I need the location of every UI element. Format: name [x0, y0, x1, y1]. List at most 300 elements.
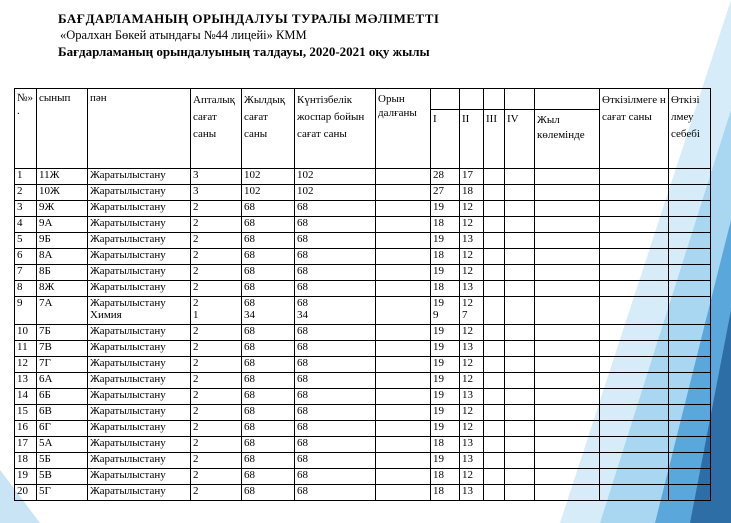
table-row: [15, 373, 711, 389]
cell-no: [15, 437, 37, 453]
cell-no-value: 8: [17, 281, 23, 293]
cell-yearly-value: 68: [244, 233, 255, 245]
header-blank-q2: [460, 89, 484, 110]
cell-class-value: 9А: [39, 217, 53, 229]
cell-weekly-value: 2: [193, 469, 199, 481]
cell-q3: [484, 405, 505, 421]
table-row: [15, 485, 711, 501]
cell-no-value: 6: [17, 249, 23, 261]
cell-class: [37, 421, 88, 437]
cell-q3: [484, 265, 505, 281]
cell-no: [15, 357, 37, 373]
cell-class-value: 7А: [39, 297, 53, 309]
cell-class: [37, 249, 88, 265]
cell-q3: [484, 325, 505, 341]
cell-q1: [431, 405, 460, 421]
cell-q1-value: 19: [433, 389, 444, 401]
cell-yearly-value: 68: [244, 357, 255, 369]
cell-q4: [505, 421, 535, 437]
cell-class-value: 11Ж: [39, 169, 60, 181]
table-row: [15, 249, 711, 265]
cell-q2-value: 12: [462, 297, 473, 309]
cell-no-value: 1: [17, 169, 23, 181]
cell-weekly-value: 2: [193, 389, 199, 401]
cell-q2-value: 12: [462, 421, 473, 433]
cell-q1-value: 28: [433, 169, 444, 181]
cell-plan: [295, 217, 376, 233]
cell-volume: [535, 437, 600, 453]
cell-q3: [484, 389, 505, 405]
cell-plan-value: 68: [297, 265, 308, 277]
cell-q2: [460, 233, 484, 249]
table-row: [15, 281, 711, 297]
cell-subject-value: Жаратылыстану: [90, 373, 166, 385]
cell-plan-value: 68: [297, 437, 308, 449]
cell-yearly: [242, 249, 295, 265]
cell-q1-value: 19: [433, 341, 444, 353]
cell-q2-value: 12: [462, 325, 473, 337]
cell-no: [15, 233, 37, 249]
cell-yearly: [242, 469, 295, 485]
cell-yearly: [242, 357, 295, 373]
cell-q4: [505, 341, 535, 357]
cell-weekly-value: 2: [193, 421, 199, 433]
cell-missed-reason: [669, 389, 711, 405]
cell-q2: [460, 453, 484, 469]
cell-q2: [460, 169, 484, 185]
table-row: [15, 201, 711, 217]
cell-q3: [484, 469, 505, 485]
cell-q1-value: 27: [433, 185, 444, 197]
cell-q1: [431, 357, 460, 373]
cell-subject: [88, 357, 191, 373]
cell-yearly-secondary-value: 34: [244, 309, 255, 321]
cell-subject-secondary-value: Химия: [90, 309, 122, 321]
cell-class: [37, 357, 88, 373]
cell-q1: [431, 389, 460, 405]
header-q3: III: [484, 110, 505, 169]
cell-yearly-value: 68: [244, 249, 255, 261]
cell-no-value: 15: [17, 405, 28, 417]
cell-q3: [484, 421, 505, 437]
cell-q1: [431, 201, 460, 217]
cell-missed-hours: [600, 201, 669, 217]
cell-q1-value: 18: [433, 217, 444, 229]
table-row: [15, 405, 711, 421]
cell-subject-value: Жаратылыстану: [90, 201, 166, 213]
cell-yearly-value: 68: [244, 437, 255, 449]
cell-volume: [535, 217, 600, 233]
cell-class-value: 7Г: [39, 357, 51, 369]
cell-q2: [460, 341, 484, 357]
cell-plan: [295, 405, 376, 421]
cell-no: [15, 373, 37, 389]
cell-yearly: [242, 281, 295, 297]
cell-q3: [484, 233, 505, 249]
cell-done: [376, 185, 431, 201]
cell-no-value: 12: [17, 357, 28, 369]
cell-missed-hours: [600, 437, 669, 453]
header-q4: IV: [505, 110, 535, 169]
cell-no: [15, 249, 37, 265]
cell-q1-value: 18: [433, 485, 444, 497]
cell-q2: [460, 325, 484, 341]
cell-subject: [88, 421, 191, 437]
header-missed-reason: Өткізі лмеу себебі: [669, 89, 711, 169]
cell-class: [37, 169, 88, 185]
cell-plan: [295, 325, 376, 341]
table-row: [15, 389, 711, 405]
cell-q1: [431, 485, 460, 501]
cell-yearly: [242, 485, 295, 501]
header-q1: I: [431, 110, 460, 169]
cell-subject-value: Жаратылыстану: [90, 297, 166, 309]
cell-weekly-value: 2: [193, 341, 199, 353]
cell-q1-value: 19: [433, 453, 444, 465]
cell-q1: [431, 453, 460, 469]
cell-q1-value: 19: [433, 325, 444, 337]
cell-weekly: [191, 357, 242, 373]
cell-missed-reason: [669, 281, 711, 297]
cell-weekly: [191, 233, 242, 249]
cell-missed-hours: [600, 421, 669, 437]
cell-yearly-value: 68: [244, 281, 255, 293]
cell-q4: [505, 357, 535, 373]
cell-volume: [535, 357, 600, 373]
cell-plan: [295, 357, 376, 373]
cell-q3: [484, 217, 505, 233]
cell-weekly-value: 2: [193, 373, 199, 385]
cell-plan-value: 68: [297, 485, 308, 497]
cell-weekly: [191, 389, 242, 405]
cell-plan: [295, 341, 376, 357]
cell-weekly: [191, 485, 242, 501]
cell-no-value: 2: [17, 185, 23, 197]
cell-q1-value: 19: [433, 265, 444, 277]
cell-weekly-value: 2: [193, 297, 199, 309]
cell-q3: [484, 341, 505, 357]
cell-subject: [88, 185, 191, 201]
cell-q4: [505, 265, 535, 281]
cell-q2-value: 13: [462, 233, 473, 245]
cell-yearly: [242, 217, 295, 233]
cell-missed-hours: [600, 357, 669, 373]
cell-q1: [431, 265, 460, 281]
cell-class-value: 5Б: [39, 453, 51, 465]
cell-yearly: [242, 169, 295, 185]
cell-plan-value: 68: [297, 373, 308, 385]
cell-weekly-value: 2: [193, 217, 199, 229]
cell-plan-value: 68: [297, 233, 308, 245]
cell-volume: [535, 421, 600, 437]
cell-missed-hours: [600, 185, 669, 201]
cell-plan-value: 68: [297, 325, 308, 337]
cell-q4: [505, 469, 535, 485]
cell-weekly-value: 2: [193, 249, 199, 261]
cell-weekly-value: 2: [193, 405, 199, 417]
cell-missed-reason: [669, 373, 711, 389]
cell-q2: [460, 357, 484, 373]
cell-done: [376, 281, 431, 297]
cell-no-value: 17: [17, 437, 28, 449]
cell-class-value: 8Б: [39, 265, 51, 277]
header-plan: Күнтізбелік жоспар бойын сағат саны: [295, 89, 376, 169]
cell-q2: [460, 201, 484, 217]
cell-class: [37, 297, 88, 325]
cell-weekly: [191, 217, 242, 233]
cell-missed-hours: [600, 217, 669, 233]
cell-plan: [295, 249, 376, 265]
cell-missed-reason: [669, 453, 711, 469]
cell-plan-secondary-value: 34: [297, 309, 308, 321]
cell-volume: [535, 281, 600, 297]
cell-no-value: 14: [17, 389, 28, 401]
cell-subject-value: Жаратылыстану: [90, 325, 166, 337]
cell-plan: [295, 469, 376, 485]
cell-q1-value: 18: [433, 437, 444, 449]
cell-missed-hours: [600, 373, 669, 389]
cell-q3: [484, 373, 505, 389]
cell-volume: [535, 469, 600, 485]
cell-subject-value: Жаратылыстану: [90, 405, 166, 417]
cell-subject: [88, 281, 191, 297]
cell-missed-hours: [600, 233, 669, 249]
table-row: [15, 265, 711, 281]
header-missed-hours: Өткізілмеге н сағат саны: [600, 89, 669, 169]
cell-class: [37, 281, 88, 297]
cell-yearly: [242, 185, 295, 201]
cell-plan-value: 68: [297, 281, 308, 293]
cell-yearly-value: 102: [244, 185, 261, 197]
document-header: [58, 10, 439, 60]
cell-q1: [431, 341, 460, 357]
cell-class: [37, 437, 88, 453]
cell-volume: [535, 265, 600, 281]
cell-q2-value: 12: [462, 357, 473, 369]
school-name: «Оралхан Бөкей атындағы №44 лицейі» КММ: [60, 28, 307, 42]
cell-q1-value: 19: [433, 201, 444, 213]
cell-class-value: 10Ж: [39, 185, 60, 197]
cell-subject: [88, 469, 191, 485]
cell-q3: [484, 169, 505, 185]
cell-q2-value: 13: [462, 281, 473, 293]
cell-done: [376, 357, 431, 373]
cell-volume: [535, 453, 600, 469]
cell-q1: [431, 373, 460, 389]
cell-plan: [295, 421, 376, 437]
cell-yearly-value: 68: [244, 201, 255, 213]
header-blank-q1: [431, 89, 460, 110]
header-blank-q4: [505, 89, 535, 110]
cell-class: [37, 389, 88, 405]
cell-class: [37, 485, 88, 501]
document-title: БАҒДАРЛАМАНЫҢ ОРЫНДАЛУЫ ТУРАЛЫ МӘЛІМЕТТІ: [58, 11, 440, 26]
cell-no-value: 13: [17, 373, 28, 385]
cell-yearly-value: 68: [244, 325, 255, 337]
cell-weekly: [191, 249, 242, 265]
cell-class-value: 6Г: [39, 421, 51, 433]
cell-no: [15, 421, 37, 437]
cell-volume: [535, 325, 600, 341]
cell-weekly-value: 2: [193, 265, 199, 277]
cell-missed-reason: [669, 201, 711, 217]
cell-q1: [431, 249, 460, 265]
header-subject: пән: [88, 89, 191, 169]
cell-weekly: [191, 265, 242, 281]
cell-volume: [535, 233, 600, 249]
cell-q2: [460, 297, 484, 325]
cell-q2-value: 12: [462, 249, 473, 261]
cell-class-value: 6В: [39, 405, 52, 417]
cell-plan-value: 102: [297, 169, 314, 181]
cell-yearly: [242, 373, 295, 389]
cell-plan-value: 68: [297, 217, 308, 229]
cell-class-value: 7В: [39, 341, 52, 353]
cell-q4: [505, 249, 535, 265]
cell-volume: [535, 249, 600, 265]
cell-volume: [535, 485, 600, 501]
cell-q4: [505, 373, 535, 389]
cell-missed-hours: [600, 325, 669, 341]
cell-q3: [484, 249, 505, 265]
cell-weekly-value: 2: [193, 453, 199, 465]
cell-q2-value: 12: [462, 405, 473, 417]
cell-q1-value: 19: [433, 373, 444, 385]
cell-q3: [484, 297, 505, 325]
header-volume: Жыл көлемінде: [535, 110, 600, 169]
cell-q4: [505, 437, 535, 453]
cell-no-value: 20: [17, 485, 28, 497]
cell-q2-value: 18: [462, 185, 473, 197]
cell-done: [376, 341, 431, 357]
cell-q2-value: 17: [462, 169, 473, 181]
cell-missed-reason: [669, 421, 711, 437]
cell-q2: [460, 389, 484, 405]
cell-subject-value: Жаратылыстану: [90, 485, 166, 497]
cell-q1: [431, 281, 460, 297]
cell-weekly: [191, 281, 242, 297]
cell-no: [15, 325, 37, 341]
cell-q2-value: 13: [462, 453, 473, 465]
cell-q1-value: 19: [433, 233, 444, 245]
cell-class-value: 9Б: [39, 233, 51, 245]
cell-done: [376, 217, 431, 233]
cell-q3: [484, 437, 505, 453]
table-header-row-1: [15, 89, 711, 110]
cell-yearly-value: 68: [244, 421, 255, 433]
cell-missed-hours: [600, 169, 669, 185]
cell-no-value: 18: [17, 453, 28, 465]
cell-weekly: [191, 325, 242, 341]
cell-no: [15, 341, 37, 357]
cell-class: [37, 405, 88, 421]
cell-done: [376, 265, 431, 281]
cell-weekly: [191, 201, 242, 217]
cell-no-value: 9: [17, 297, 23, 309]
cell-q1-value: 19: [433, 405, 444, 417]
cell-weekly-value: 2: [193, 233, 199, 245]
table-row: [15, 297, 711, 325]
cell-no: [15, 469, 37, 485]
table-row: [15, 453, 711, 469]
cell-q4: [505, 281, 535, 297]
cell-q1-value: 18: [433, 281, 444, 293]
cell-class-value: 6А: [39, 373, 53, 385]
cell-no: [15, 265, 37, 281]
cell-subject: [88, 437, 191, 453]
cell-yearly: [242, 201, 295, 217]
cell-plan: [295, 169, 376, 185]
cell-q1: [431, 297, 460, 325]
cell-missed-reason: [669, 485, 711, 501]
cell-subject: [88, 341, 191, 357]
cell-q4: [505, 217, 535, 233]
cell-subject: [88, 169, 191, 185]
cell-done: [376, 201, 431, 217]
cell-yearly: [242, 421, 295, 437]
cell-q2-value: 12: [462, 201, 473, 213]
cell-plan-value: 68: [297, 405, 308, 417]
cell-q2-value: 12: [462, 469, 473, 481]
cell-q2-value: 13: [462, 437, 473, 449]
header-done: Орын далғаны: [376, 89, 431, 169]
cell-q1-value: 18: [433, 249, 444, 261]
header-blank-q3: [484, 89, 505, 110]
cell-weekly-value: 2: [193, 281, 199, 293]
cell-yearly-value: 68: [244, 217, 255, 229]
cell-done: [376, 437, 431, 453]
cell-missed-hours: [600, 469, 669, 485]
cell-q1-value: 19: [433, 357, 444, 369]
cell-q2: [460, 485, 484, 501]
cell-plan: [295, 185, 376, 201]
cell-yearly-value: 68: [244, 453, 255, 465]
cell-q4: [505, 453, 535, 469]
cell-missed-hours: [600, 453, 669, 469]
cell-q2: [460, 185, 484, 201]
cell-q4: [505, 405, 535, 421]
cell-no-value: 5: [17, 233, 23, 245]
cell-q2: [460, 373, 484, 389]
cell-weekly: [191, 373, 242, 389]
cell-subject: [88, 249, 191, 265]
cell-no-value: 7: [17, 265, 23, 277]
cell-plan: [295, 485, 376, 501]
cell-q4: [505, 169, 535, 185]
cell-missed-hours: [600, 281, 669, 297]
cell-yearly-value: 68: [244, 469, 255, 481]
cell-yearly-value: 68: [244, 405, 255, 417]
table-row: [15, 469, 711, 485]
cell-yearly-value: 68: [244, 485, 255, 497]
cell-q4: [505, 325, 535, 341]
cell-yearly: [242, 389, 295, 405]
cell-weekly: [191, 421, 242, 437]
cell-subject: [88, 389, 191, 405]
cell-done: [376, 485, 431, 501]
cell-volume: [535, 185, 600, 201]
cell-q1: [431, 469, 460, 485]
cell-missed-reason: [669, 185, 711, 201]
cell-class: [37, 341, 88, 357]
cell-plan: [295, 389, 376, 405]
cell-q2: [460, 217, 484, 233]
cell-no: [15, 389, 37, 405]
cell-class: [37, 201, 88, 217]
cell-q4: [505, 389, 535, 405]
cell-q1: [431, 437, 460, 453]
cell-q2: [460, 249, 484, 265]
